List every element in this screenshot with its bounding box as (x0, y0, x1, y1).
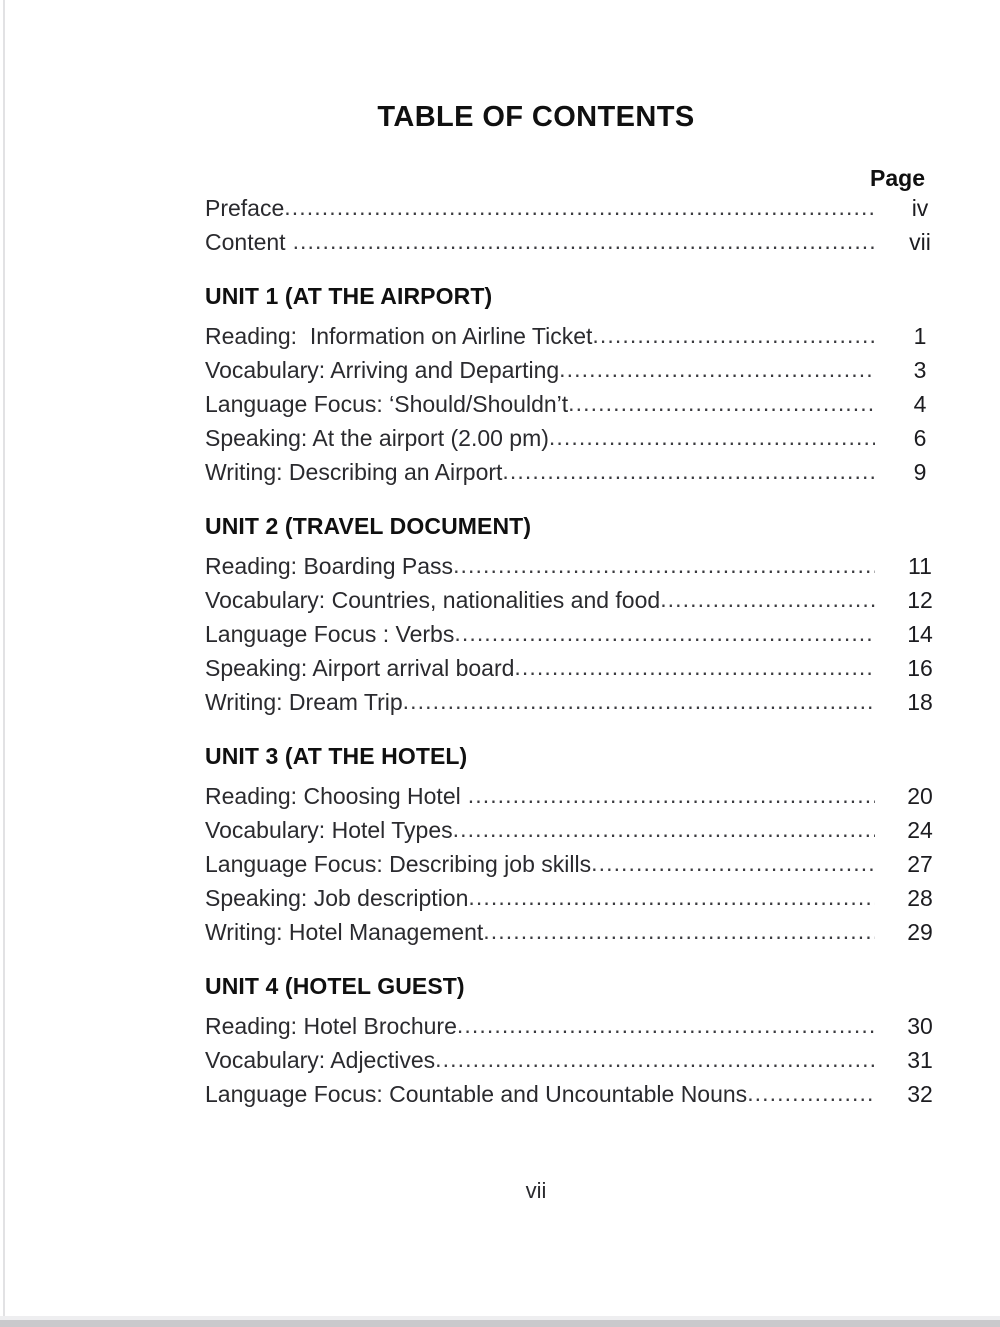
page-folio: vii (525, 1178, 547, 1203)
toc-entry[interactable] (205, 553, 965, 587)
dot-leader (435, 1046, 875, 1069)
toc-entry-page-number: 14 (907, 621, 933, 647)
dot-leader (660, 586, 875, 609)
toc-entry-page-number: 9 (913, 459, 927, 485)
toc-entry-page-number: 12 (907, 587, 933, 613)
toc-entry[interactable] (205, 621, 965, 655)
page-column-header (205, 165, 965, 195)
table-of-contents (205, 165, 965, 1115)
page-edge-artifact-left (3, 0, 5, 1327)
toc-entry[interactable] (205, 195, 965, 229)
toc-entry[interactable] (205, 391, 965, 425)
toc-entry[interactable] (205, 357, 965, 391)
section-spacer (205, 263, 965, 279)
toc-entry-label: Vocabulary: Countries, nationalities and food (205, 587, 661, 613)
toc-entry-page-number: vii (909, 229, 931, 255)
toc-entry-label: Reading: Choosing Hotel (205, 783, 461, 809)
toc-entry-page-number: 29 (907, 919, 933, 945)
toc-entry-page-number: 30 (907, 1013, 933, 1039)
dot-leader (483, 918, 875, 941)
dot-leader (502, 458, 875, 481)
dot-leader (568, 390, 875, 413)
toc-entry-page-number: 11 (908, 553, 932, 579)
dot-leader (286, 228, 875, 251)
toc-entry-label: Reading: Hotel Brochure (205, 1013, 457, 1039)
toc-entry-page-number: iv (911, 195, 929, 221)
page-title: TABLE OF CONTENTS (377, 101, 695, 133)
toc-entry-label: Writing: Dream Trip (205, 689, 403, 715)
toc-entry-label: Writing: Describing an Airport (205, 459, 503, 485)
unit-heading: UNIT 4 (HOTEL GUEST) (205, 973, 465, 999)
toc-entry[interactable] (205, 1047, 965, 1081)
dot-leader (747, 1080, 875, 1103)
unit-heading: UNIT 3 (AT THE HOTEL) (205, 743, 468, 769)
toc-entry[interactable] (205, 919, 965, 953)
toc-entry-label: Writing: Hotel Management (205, 919, 484, 945)
toc-entry-label: Vocabulary: Arriving and Departing (205, 357, 560, 383)
unit-heading: UNIT 1 (AT THE AIRPORT) (205, 283, 493, 309)
toc-entry[interactable] (205, 851, 965, 885)
toc-entry[interactable] (205, 655, 965, 689)
dot-leader (592, 322, 875, 345)
toc-entry-label: Content (205, 229, 286, 255)
toc-entry-label: Language Focus: Describing job skills (205, 851, 592, 877)
toc-entry-page-number: 27 (907, 851, 933, 877)
toc-entry-page-number: 20 (907, 783, 933, 809)
dot-leader (468, 884, 875, 907)
section-spacer (205, 953, 965, 969)
toc-entry-label: Reading: Information on Airline Ticket (205, 323, 593, 349)
toc-entry-label: Language Focus: Countable and Uncountable Nouns (205, 1081, 748, 1107)
toc-entry-label: Vocabulary: Adjectives (205, 1047, 436, 1073)
unit-heading: UNIT 2 (TRAVEL DOCUMENT) (205, 513, 532, 539)
toc-entry-page-number: 6 (913, 425, 927, 451)
toc-entry-label: Language Focus: ‘Should/Shouldn’t (205, 391, 569, 417)
toc-entry-label: Speaking: Airport arrival board (205, 655, 515, 681)
toc-entry-label: Speaking: At the airport (2.00 pm) (205, 425, 549, 451)
dot-leader (403, 688, 875, 711)
dot-leader (284, 194, 875, 217)
toc-entry-page-number: 18 (907, 689, 933, 715)
toc-entry[interactable] (205, 229, 965, 263)
dot-leader (461, 782, 875, 805)
page-column-label: Page (870, 165, 925, 191)
toc-entry-page-number: 28 (907, 885, 933, 911)
toc-entry-label: Language Focus : Verbs (205, 621, 455, 647)
page-edge-artifact-bottom (0, 1320, 1000, 1327)
toc-entry-page-number: 32 (907, 1081, 933, 1107)
toc-entry[interactable] (205, 587, 965, 621)
toc-entry[interactable] (205, 689, 965, 723)
toc-entry[interactable] (205, 1013, 965, 1047)
dot-leader (454, 620, 875, 643)
toc-entry-page-number: 1 (913, 323, 927, 349)
dot-leader (453, 552, 875, 575)
toc-entry-label: Reading: Boarding Pass (205, 553, 454, 579)
dot-leader (514, 654, 875, 677)
dot-leader (453, 816, 875, 839)
toc-entry-label: Preface (205, 195, 285, 221)
toc-entry-page-number: 24 (907, 817, 933, 843)
toc-entry[interactable] (205, 323, 965, 357)
toc-entry-label: Speaking: Job description (205, 885, 469, 911)
toc-entry-page-number: 3 (913, 357, 927, 383)
section-spacer (205, 493, 965, 509)
toc-entry[interactable] (205, 783, 965, 817)
dot-leader (591, 850, 875, 873)
dot-leader (457, 1012, 875, 1035)
toc-entry-page-number: 31 (907, 1047, 933, 1073)
toc-entry[interactable] (205, 425, 965, 459)
section-spacer (205, 723, 965, 739)
toc-entry-label: Vocabulary: Hotel Types (205, 817, 453, 843)
dot-leader (559, 356, 875, 379)
toc-entry-page-number: 16 (907, 655, 933, 681)
toc-entry[interactable] (205, 1081, 965, 1115)
toc-entry-page-number: 4 (913, 391, 927, 417)
toc-entry[interactable] (205, 459, 965, 493)
dot-leader (549, 424, 875, 447)
toc-entry[interactable] (205, 817, 965, 851)
toc-entry[interactable] (205, 885, 965, 919)
